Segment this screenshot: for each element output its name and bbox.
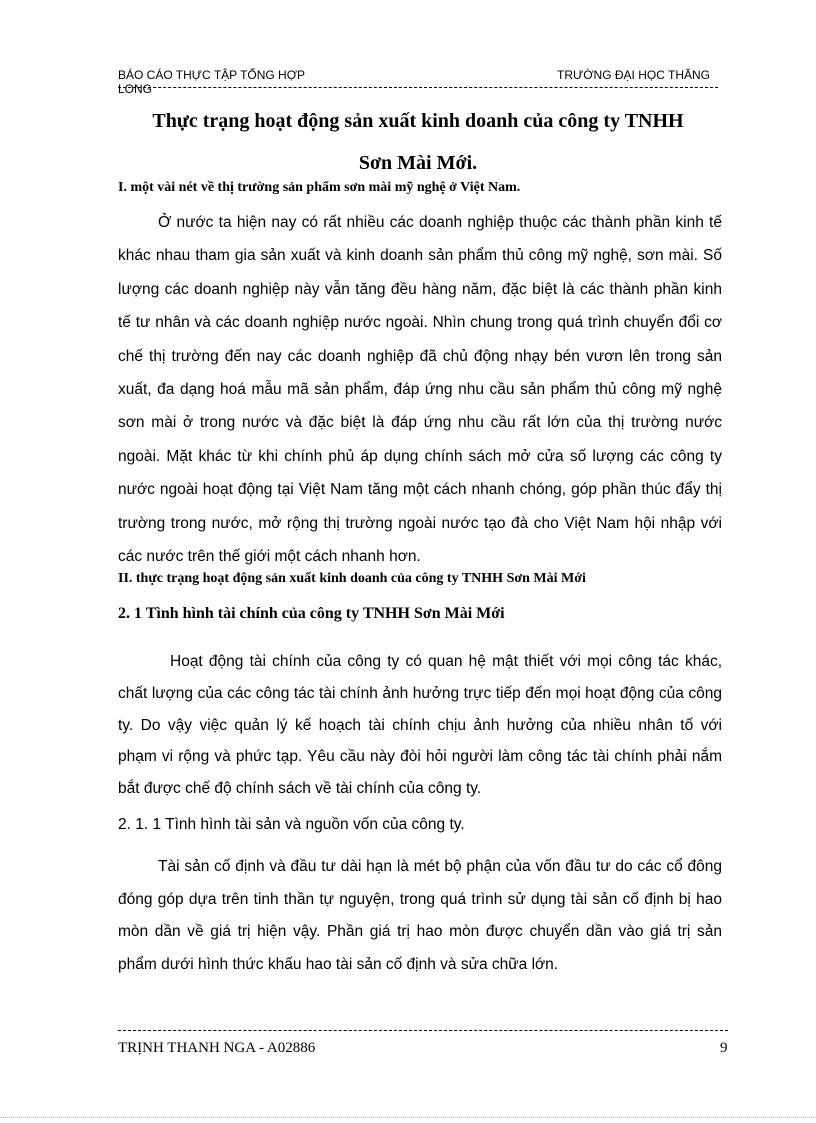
paragraph-line: chế thị trường đến nay các doanh nghiệp đã chủ động nhạy bén vươn lên trong sản bbox=[118, 347, 722, 365]
footer-author: TRỊNH THANH NGA - A02886 bbox=[118, 1040, 316, 1056]
paragraph-line: các nước trên thế giới một cách nhanh hơn. bbox=[118, 548, 421, 566]
header-report-title: BÁO CÁO THỰC TẬP TỔNG HỢP bbox=[118, 68, 306, 82]
paragraph-line: mòn dần về giá trị hiện vậy. Phần giá trị hao mòn được chuyển dần vào giá trị sản bbox=[118, 923, 722, 940]
header-divider bbox=[118, 87, 718, 88]
paragraph-line: Tài sản cố định và đầu tư dài hạn là mét bộ phận của vốn đầu tư do các cổ đông bbox=[158, 858, 722, 875]
paragraph-line: sơn mài ở trong nước và đặc biệt là đáp ứng nhu cầu rất lớn của thị trường nước bbox=[118, 414, 722, 432]
paragraph-line: khác nhau tham gia sản xuất và kinh doanh sản phẩm thủ công mỹ nghệ, sơn mài. Số bbox=[118, 247, 722, 265]
page-bottom-edge bbox=[0, 1117, 816, 1118]
paragraph-line: xuất, đa dạng hoá mẫu mã sản phẩm, đáp ứng nhu cầu sản phẩm thủ công mỹ nghệ bbox=[118, 381, 722, 399]
paragraph-line: Ở nước ta hiện nay có rất nhiều các doanh nghiệp thuộc các thành phần kinh tế bbox=[158, 214, 722, 231]
paragraph-line: lượng các doanh nghiệp này vẫn tăng đều hàng năm, đặc biệt là các thành phần kinh bbox=[118, 280, 722, 298]
paragraph-line: phạm vi rộng và phức tạp. Yêu cầu này đòi hỏi người làm công tác tài chính phải nắm bbox=[118, 748, 722, 766]
page-title bbox=[100, 100, 736, 184]
header-report-title-cont: LONG bbox=[118, 82, 153, 96]
paragraph-line: trường trong nước, mở rộng thị trường ngoài nước tạo đà cho Việt Nam hội nhập với bbox=[118, 514, 722, 532]
paragraph-line: ngoài. Mặt khác từ khi chính phủ áp dụng chính sách mở cửa số lượng các công ty bbox=[118, 447, 722, 465]
section-1-heading: I. một vài nét về thị trường sản phẩm sơn mài mỹ nghệ ở Việt Nam. bbox=[118, 180, 521, 195]
paragraph-line: đóng góp dựa trên tinh thần tự nguyện, trong quá trình sử dụng tài sản cố định bị hao bbox=[118, 890, 722, 908]
footer-divider bbox=[118, 1030, 728, 1031]
section-2-heading: II. thực trạng hoạt động sản xuất kinh doanh của công ty TNHH Sơn Mài Mới bbox=[118, 571, 586, 586]
header-university: TRƯỜNG ĐẠI HỌC THĂNG bbox=[557, 68, 710, 82]
paragraph-line: bắt được chế độ chính sách về tài chính của công ty. bbox=[118, 780, 482, 798]
paragraph-line: ty. Do vậy việc quản lý kế hoạch tài chính chịu ảnh hưởng của nhiều nhân tố với bbox=[118, 716, 722, 734]
title-line-1: Thực trạng hoạt động sản xuất kinh doanh của công ty TNHH bbox=[152, 110, 684, 132]
paragraph-line: nước ngoài hoạt động tại Việt Nam tăng một cách nhanh chóng, góp phần thúc đẩy thị bbox=[118, 481, 722, 499]
paragraph-line: Hoạt động tài chính của công ty có quan hệ mật thiết với mọi công tác khác, bbox=[170, 653, 722, 670]
paragraph-line: phẩm dưới hình thức khấu hao tài sản cố định và sửa chữa lớn. bbox=[118, 955, 559, 973]
paragraph-line: tế tư nhân và các doanh nghiệp nước ngoài. Nhìn chung trong quá trình chuyển đổi cơ bbox=[118, 314, 722, 332]
section-2-1-1-heading: 2. 1. 1 Tình hình tài sản và nguồn vốn của công ty. bbox=[118, 816, 465, 833]
header-left bbox=[118, 68, 358, 96]
paragraph-line: chất lượng của các công tác tài chính ảnh hưởng trực tiếp đến mọi hoạt động của công bbox=[118, 684, 722, 702]
section-2-1-1-paragraph bbox=[118, 851, 722, 981]
title-line-2: Sơn Mài Mới. bbox=[358, 152, 478, 174]
section-2-paragraph bbox=[118, 646, 722, 805]
section-2-1-heading: 2. 1 Tình hình tài chính của công ty TNHH Sơn Mài Mới bbox=[118, 605, 505, 622]
page-number: 9 bbox=[720, 1040, 728, 1056]
section-1-paragraph bbox=[118, 206, 722, 573]
